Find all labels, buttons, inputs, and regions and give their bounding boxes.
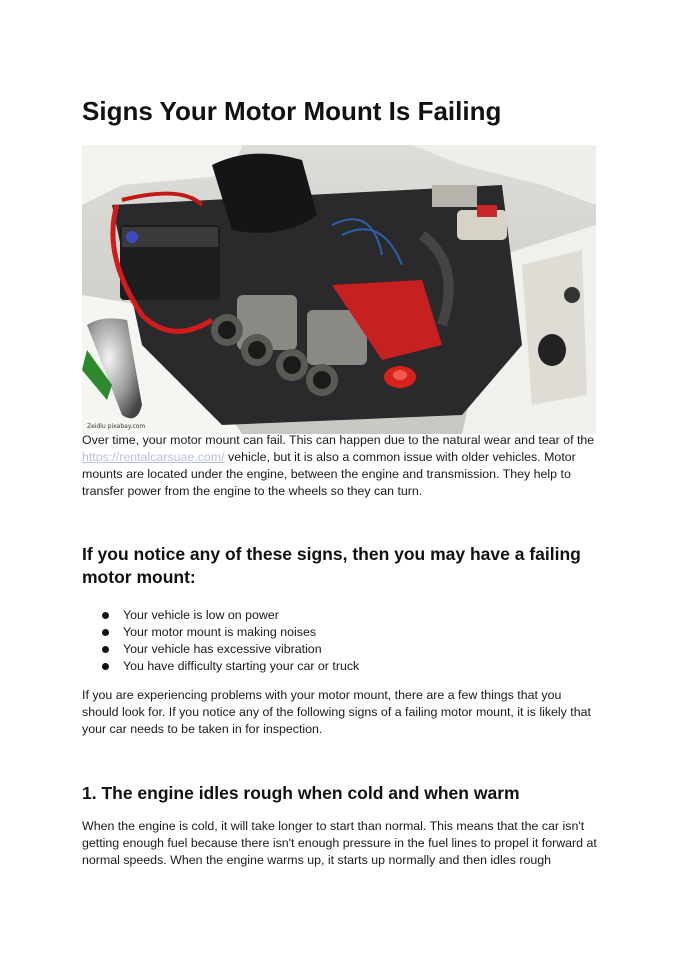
bullet-icon (102, 663, 109, 670)
bullet-icon (102, 612, 109, 619)
intro-text-after: vehicle, but it is also a common issue with older vehicles. Motor mounts are located under the engine, between the engine and transmission. They help to transfer power from the engine to the wheels so they can turn. (82, 450, 576, 498)
list-item-text: Your vehicle is low on power (123, 608, 279, 622)
signs-heading: If you notice any of these signs, then you may have a failing motor mount: (82, 544, 581, 587)
list-item-text: Your vehicle has excessive vibration (123, 642, 322, 656)
intro-text-before: Over time, your motor mount can fail. This can happen due to the natural wear and tear of the (82, 433, 595, 447)
list-item (82, 658, 359, 675)
bullet-icon (102, 629, 109, 636)
problems-paragraph: If you are experiencing problems with your motor mount, there are a few things that you should look for. If you notice any of the following signs of a failing motor mount, it is likely that your car needs to be taken in for inspection. (82, 688, 591, 736)
section1-heading: 1. The engine idles rough when cold and when warm (82, 783, 520, 803)
list-item (82, 607, 359, 624)
intro-paragraph (82, 432, 597, 500)
rentalcarsuae-link[interactable]: https://rentalcarsuae.com/ (82, 450, 225, 464)
list-item (82, 624, 359, 641)
section1-paragraph: When the engine is cold, it will take longer to start than normal. This means that the car isn't getting enough fuel because there isn't enough pressure in the fuel lines to propel it forward at normal speeds. When the engine warms up, it starts up normally and then idles rough (82, 819, 597, 867)
list-item-text: You have difficulty starting your car or truck (123, 659, 360, 673)
list-item (82, 641, 359, 658)
bullet-icon (102, 646, 109, 653)
list-item-text: Your motor mount is making noises (123, 625, 317, 639)
photo-watermark: Zeidlu pixabay.com (87, 423, 146, 430)
page-title: Signs Your Motor Mount Is Failing (82, 96, 502, 126)
engine-illustration (82, 145, 596, 434)
engine-bay-photo (82, 145, 596, 434)
signs-list (82, 607, 359, 675)
